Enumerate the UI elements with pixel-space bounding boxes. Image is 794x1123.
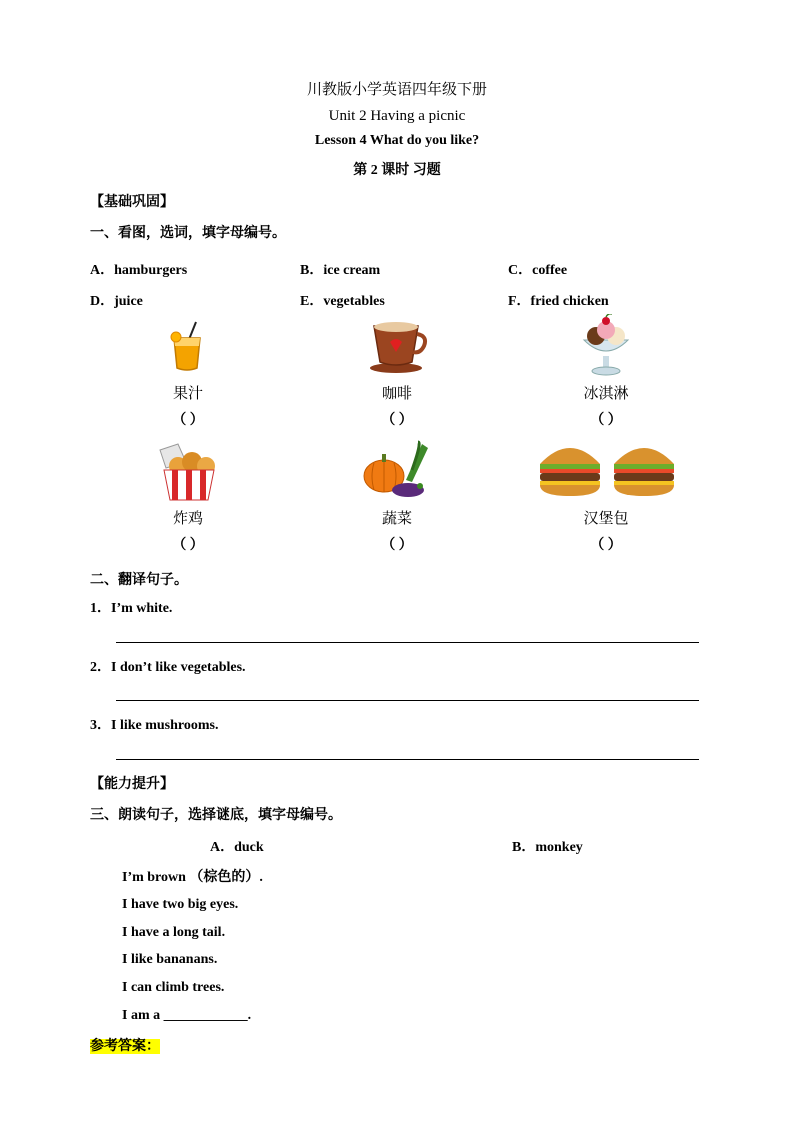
q3-heading: 三、朗读句子，选择谜底，填字母编号。 [90,808,342,823]
option-a: A．hamburgers [90,263,188,278]
option-b: B．ice cream [300,263,381,278]
juice-icon [166,320,208,377]
section-improve: 【能力提升】 [90,777,174,792]
label-coffee: 咖啡 [381,386,412,402]
ice-cream-icon [580,314,632,381]
riddle-line-1: I’m brown （棕色的）. [122,870,263,885]
q2-heading: 二、翻译句子。 [90,573,188,588]
option-f: F．fried chicken [508,294,609,309]
coffee-icon [368,318,428,379]
answer-blank[interactable]: （ ） [172,538,204,553]
riddle-line-5: I can climb trees. [122,980,225,995]
doc-title: 川教版小学英语四年级下册 [306,82,487,98]
hamburger-icon [536,438,678,503]
fried-chicken-icon [156,440,222,507]
answer-blank[interactable]: （ ） [590,538,622,553]
q2-item-3: 3．I like mushrooms. [90,718,219,733]
option-d: D．juice [90,294,143,309]
label-juice: 果汁 [172,386,203,402]
answer-blank[interactable]: （ ） [381,413,413,428]
answer-line[interactable] [116,642,699,643]
riddle-line-6: I am a ____________. [122,1008,252,1023]
riddle-line-4: I like bananans. [122,952,218,967]
answer-blank[interactable]: （ ） [172,413,204,428]
riddle-option-b: B．monkey [512,840,583,855]
option-e: E．vegetables [300,294,385,309]
unit-title: Unit 2 Having a picnic [328,108,466,124]
q2-item-2: 2．I don’t like vegetables. [90,660,246,675]
riddle-option-a: A．duck [210,840,264,855]
session-title: 第 2 课时 习题 [353,163,441,178]
q1-heading: 一、看图，选词，填字母编号。 [90,226,286,241]
option-c: C．coffee [508,263,568,278]
riddle-line-3: I have a long tail. [122,925,226,940]
answer-blank[interactable]: （ ） [381,538,413,553]
q2-item-1: 1．I’m white. [90,601,173,616]
section-basic: 【基础巩固】 [90,195,174,210]
vegetables-icon [362,440,430,505]
answer-key-text: 参考答案： [90,1039,160,1054]
lesson-title: Lesson 4 What do you like? [314,133,480,148]
riddle-line-2: I have two big eyes. [122,897,239,912]
answer-blank[interactable]: （ ） [590,413,622,428]
label-ice-cream: 冰淇淋 [583,386,629,402]
label-fried-chicken: 炸鸡 [172,511,203,527]
answer-line[interactable] [116,759,699,760]
answer-line[interactable] [116,700,699,701]
label-hamburger: 汉堡包 [583,511,629,527]
label-vegetables: 蔬菜 [381,511,412,527]
answer-key-label [90,1035,160,1055]
